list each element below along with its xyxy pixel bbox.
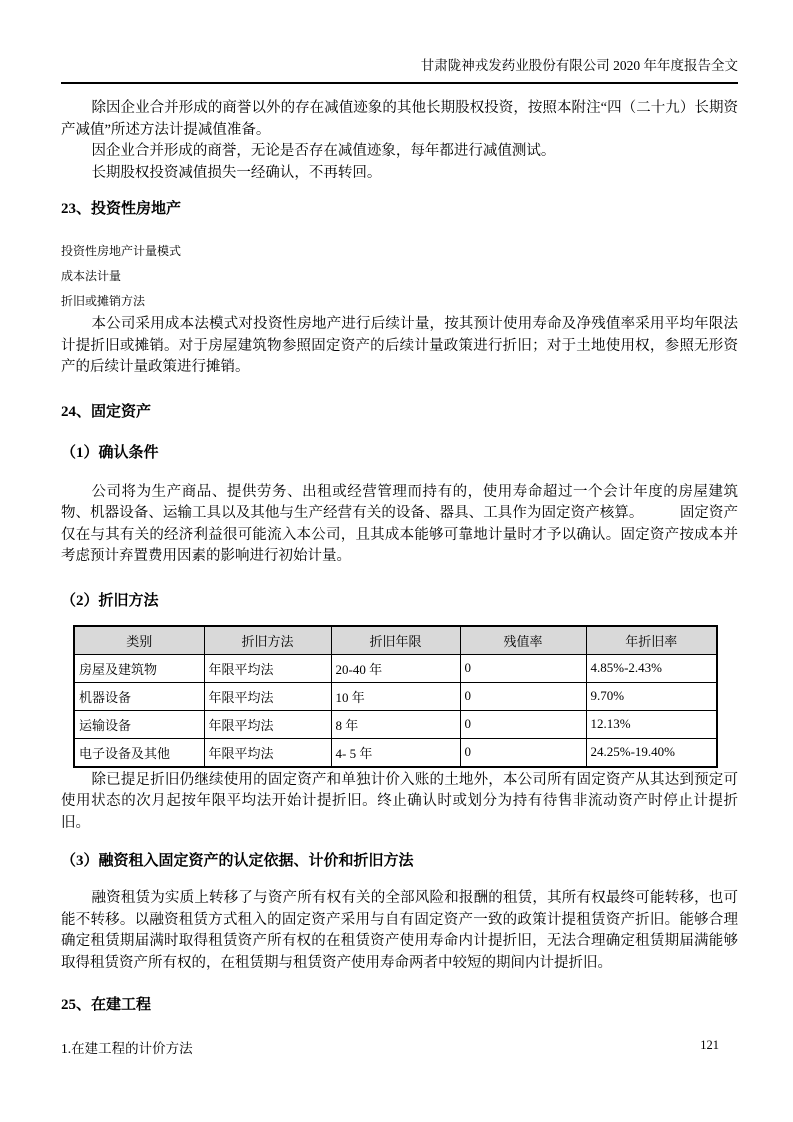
cell-annual-rate: 12.13% xyxy=(586,710,717,738)
cell-years: 20-40 年 xyxy=(331,654,460,682)
cell-residual-rate: 0 xyxy=(460,738,586,767)
cell-category: 运输设备 xyxy=(74,710,204,738)
cell-method: 年限平均法 xyxy=(204,654,331,682)
cell-category: 机器设备 xyxy=(74,682,204,710)
paragraph-impairment-other: 除因企业合并形成的商誉以外的存在减值迹象的其他长期股权投资，按照本附注“四（二十九）长期资产减值”所述方法计提减值准备。 xyxy=(61,100,738,138)
label-cost-method: 成本法计量 xyxy=(61,269,122,283)
cell-annual-rate: 4.85%-2.43% xyxy=(586,654,717,682)
cell-residual-rate: 0 xyxy=(460,682,586,710)
paragraph-finance-lease: 融资租赁为实质上转移了与资产所有权有关的全部风险和报酬的租赁，其所有权最终可能转移，也可能不转移。以融资租赁方式租入的固定资产采用与自有固定资产一致的政策计提租赁资产折旧。能够合理确定租赁期届满时取得租赁资产所有权的在租赁资产使用寿命内计提折旧，无法合理确定租赁期届满能够取得租赁资产所有权的，在租赁期与租赁资产使用寿命两者中较短的期间内计提折旧。 xyxy=(61,890,738,971)
section-24-sub1-title: （1）确认条件 xyxy=(61,444,159,461)
cell-method: 年限平均法 xyxy=(204,682,331,710)
cell-method: 年限平均法 xyxy=(204,710,331,738)
cell-annual-rate: 9.70% xyxy=(586,682,717,710)
cell-years: 4- 5 年 xyxy=(331,738,460,767)
report-title: 甘肃陇神戎发药业股份有限公司 2020 年年度报告全文 xyxy=(420,58,738,73)
col-header-years: 折旧年限 xyxy=(331,626,460,655)
cell-years: 10 年 xyxy=(331,682,460,710)
cell-years: 8 年 xyxy=(331,710,460,738)
col-header-category: 类别 xyxy=(74,626,204,655)
paragraph-investment-property: 本公司采用成本法模式对投资性房地产进行后续计量，按其预计使用寿命及净残值率采用平均年限法计提折旧或摊销。对于房屋建筑物参照固定资产的后续计量政策进行折旧；对于土地使用权，参照无形资产的后续计量政策进行摊销。 xyxy=(61,316,738,375)
page-number: 121 xyxy=(700,1038,719,1052)
paragraph-fixed-asset-recognition: 公司将为生产商品、提供劳务、出租或经营管理而持有的，使用寿命超过一个会计年度的房屋建筑物、机器设备、运输工具以及其他与生产经营有关的设备、器具、工具作为固定资产核算。 固定资产仅在与其有关的经济利益很可能流入本公司，且其成本能够可靠地计量时才予以确认。固定资产按成本并考虑预计弃置费用因素的影响进行初始计量。 xyxy=(61,483,738,564)
cell-annual-rate: 24.25%-19.40% xyxy=(586,738,717,767)
col-header-method: 折旧方法 xyxy=(204,626,331,655)
section-23-title: 23、投资性房地产 xyxy=(61,201,182,217)
cell-residual-rate: 0 xyxy=(460,710,586,738)
label-cip-valuation-method: 1.在建工程的计价方法 xyxy=(61,1041,193,1056)
section-24-sub2-title: （2）折旧方法 xyxy=(61,592,159,609)
paragraph-goodwill-test: 因企业合并形成的商誉，无论是否存在减值迹象，每年都进行减值测试。 xyxy=(91,143,556,159)
table-row xyxy=(74,654,717,682)
section-24-title: 24、固定资产 xyxy=(61,403,152,420)
cell-residual-rate: 0 xyxy=(460,654,586,682)
table-row xyxy=(74,682,717,710)
cell-method: 年限平均法 xyxy=(204,738,331,767)
col-header-annual-rate: 年折旧率 xyxy=(586,626,717,655)
page-header xyxy=(61,0,738,84)
paragraph-no-reversal: 长期股权投资减值损失一经确认，不再转回。 xyxy=(91,164,382,181)
table-row xyxy=(74,738,717,767)
label-depreciation-amortization-method: 折旧或摊销方法 xyxy=(61,294,146,308)
depreciation-table xyxy=(73,625,718,768)
cell-category: 房屋及建筑物 xyxy=(74,654,204,682)
section-24-sub3-title: （3）融资租入固定资产的认定依据、计价和折旧方法 xyxy=(61,853,414,869)
col-header-residual-rate: 残值率 xyxy=(460,626,586,655)
cell-category: 电子设备及其他 xyxy=(74,738,204,767)
table-header-row xyxy=(74,626,717,655)
label-measurement-mode: 投资性房地产计量模式 xyxy=(61,244,182,258)
section-25-title: 25、在建工程 xyxy=(61,997,152,1013)
paragraph-depreciation-note: 除已提足折旧仍继续使用的固定资产和单独计价入账的土地外，本公司所有固定资产从其达到预定可使用状态的次月起按年限平均法开始计提折旧。终止确认时或划分为持有待售非流动资产时停止计提折旧。 xyxy=(61,771,738,831)
table-row xyxy=(74,710,717,738)
